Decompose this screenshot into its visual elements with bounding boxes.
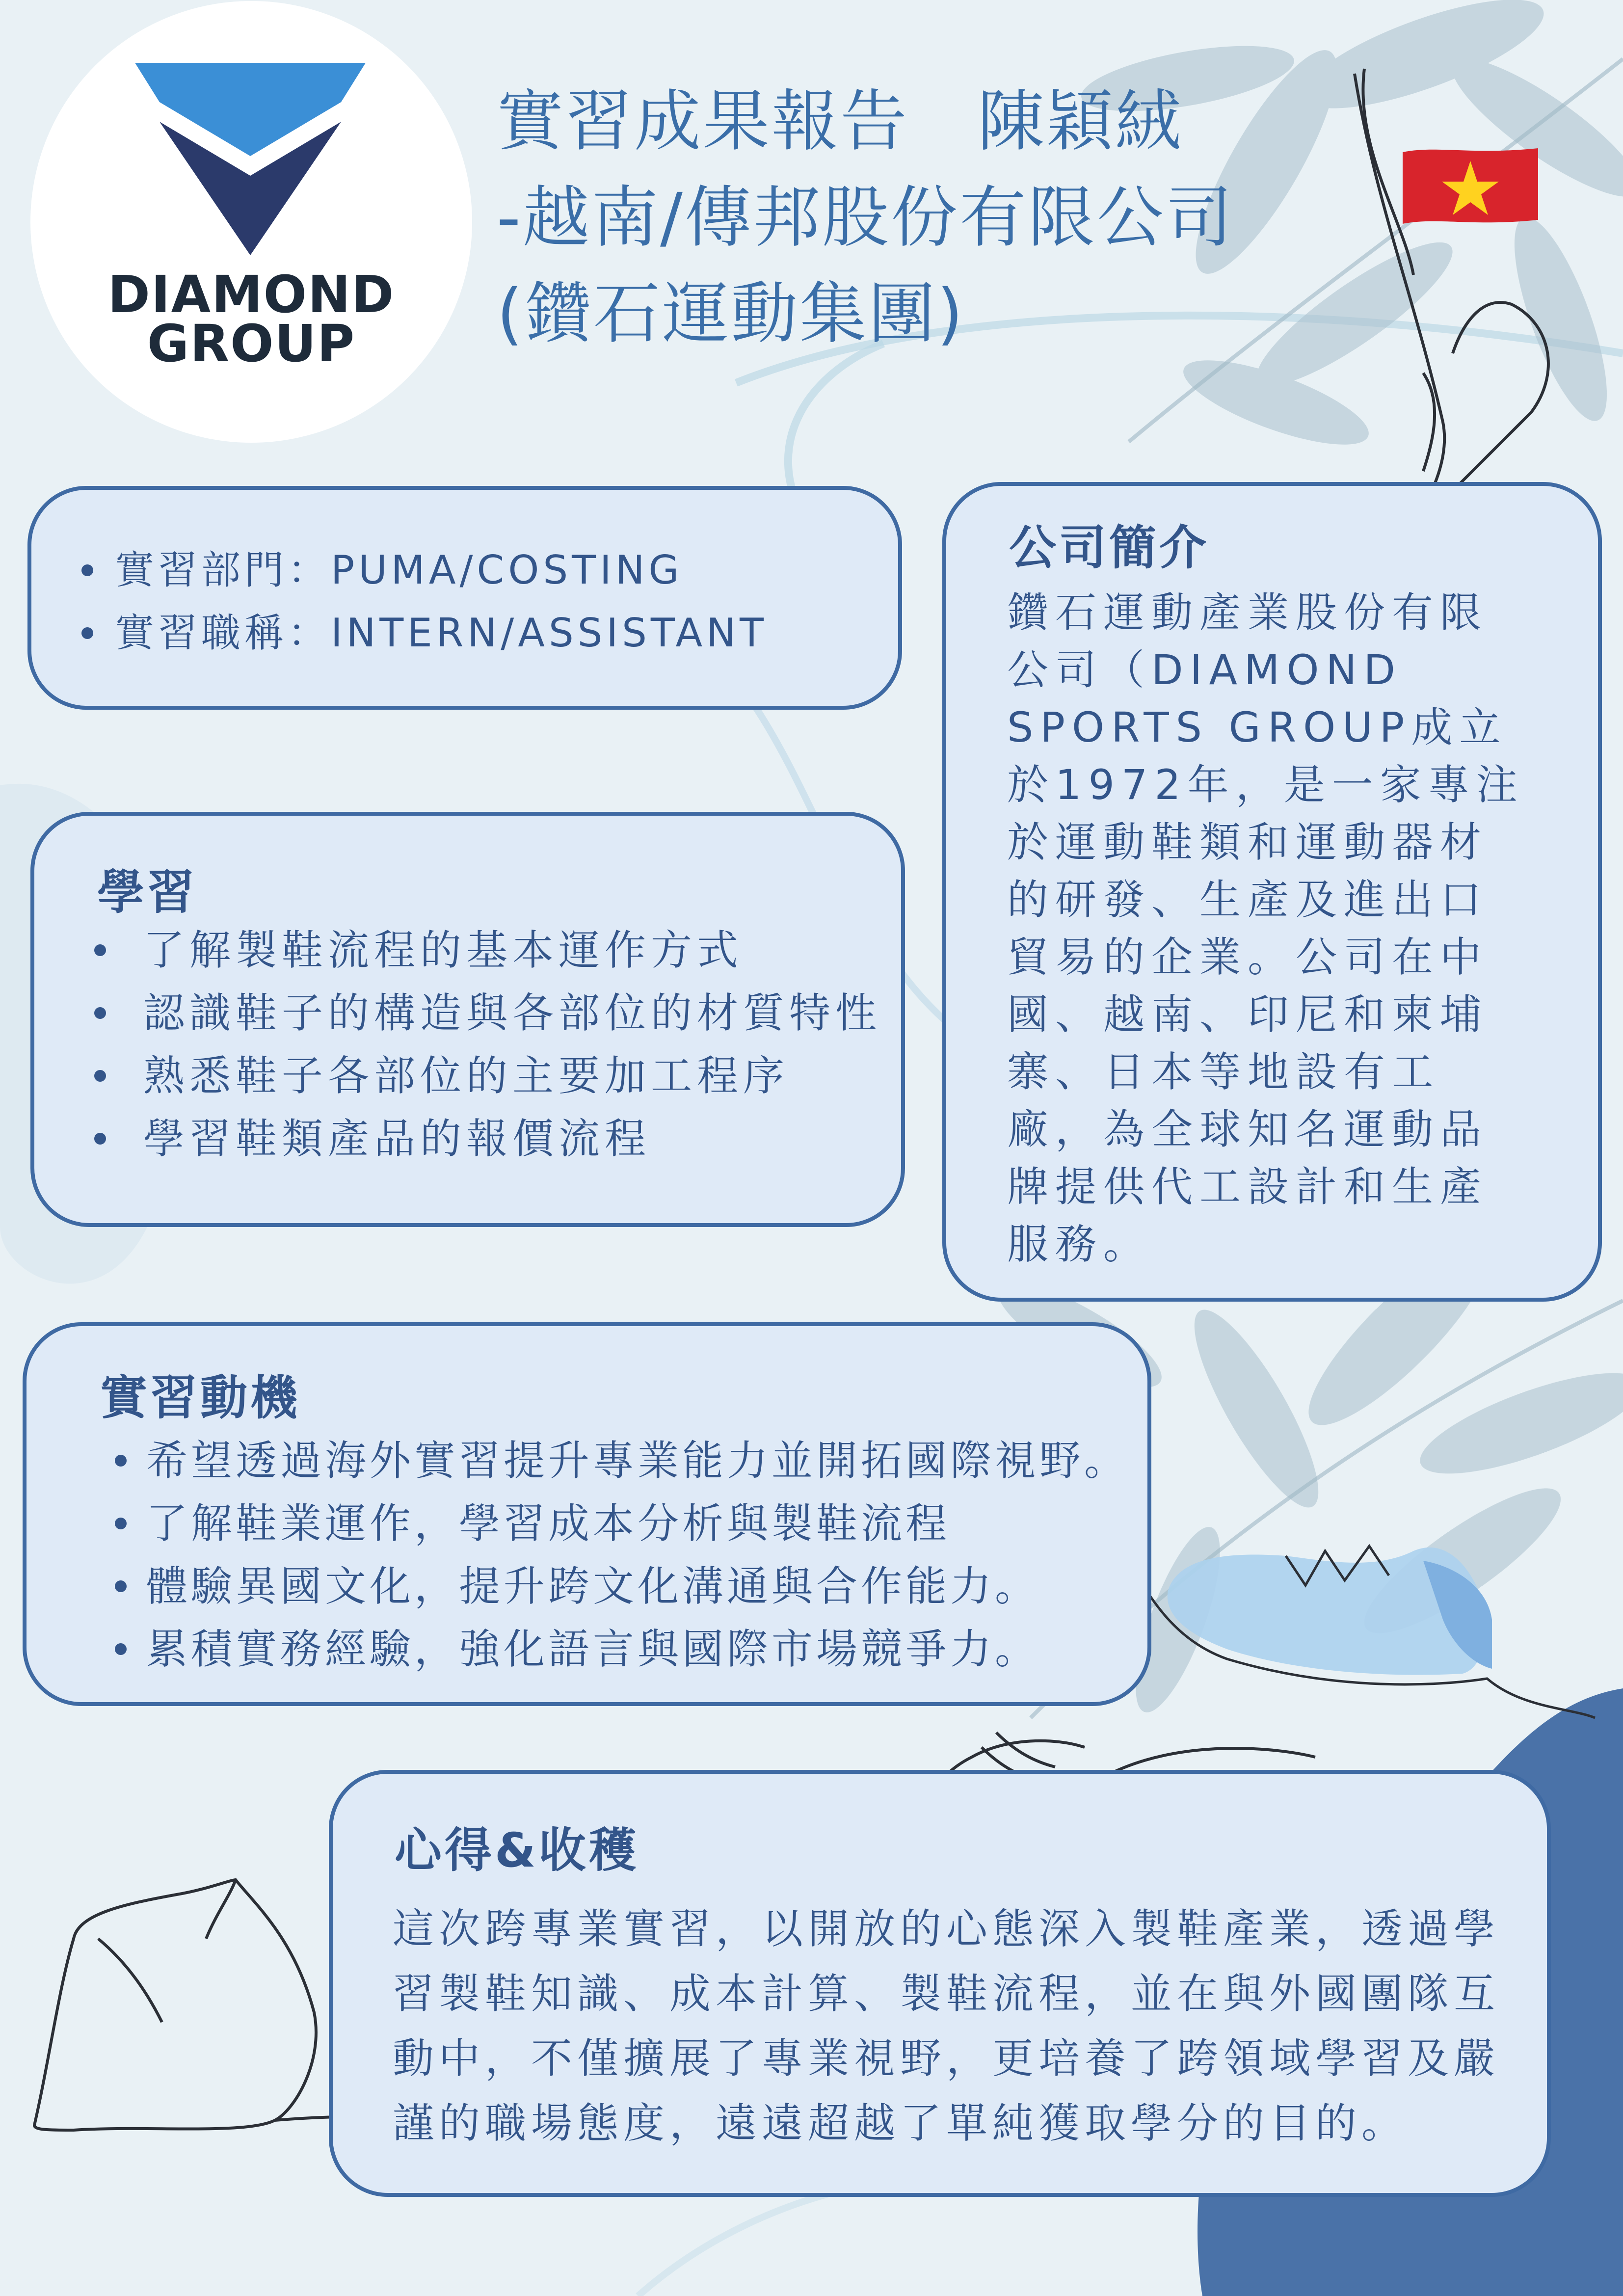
reflection-heading: 心得&收穫 [395,1823,639,1878]
company-line: 鑽石運動產業股份有限 [1007,588,1489,637]
motivation-item: 體驗異國文化，提升跨文化溝通與合作能力。 [146,1555,1129,1618]
company-heading: 公司簡介 [1009,520,1209,575]
motivation-list [146,1429,1129,1681]
reflection-line: 習製鞋知識、成本計算、製鞋流程，並在與外國團隊互 [393,1970,1500,2018]
reflection-text [393,1896,1521,2156]
logo-line2: GROUP [147,314,356,374]
company-line: SPORTS GROUP成立 [1007,703,1508,751]
title-line1: 實習成果報告 陳穎絨 [497,83,1184,160]
page-title [497,74,1380,362]
company-panel [942,482,1602,1302]
reflection-panel [329,1770,1551,2197]
company-description [1007,584,1571,1273]
motivation-item: 希望透過海外實習提升專業能力並開拓國際視野。 [146,1429,1129,1492]
title-line2: -越南/傳邦股份有限公司 [497,179,1234,257]
motivation-panel [23,1322,1151,1706]
title-line3: (鑽石運動集團) [497,275,965,353]
learning-list [143,919,881,1170]
learning-item: 認識鞋子的構造與各部位的材質特性 [143,982,881,1044]
motivation-item: 了解鞋業運作，學習成本分析與製鞋流程 [146,1492,1129,1555]
job-title-item: 實習職稱：INTERN/ASSISTANT [115,602,768,665]
company-line: 寨、日本等地設有工 [1007,1048,1440,1096]
company-line: 公司（DIAMOND [1007,646,1403,694]
logo-wordmark [30,265,472,374]
motivation-item: 累積實務經驗，強化語言與國際市場競爭力。 [146,1618,1129,1681]
company-line: 廠，為全球知名運動品 [1007,1105,1489,1153]
learning-panel [30,812,905,1227]
vietnam-flag-icon [1403,145,1538,227]
learning-item: 熟悉鞋子各部位的主要加工程序 [143,1044,881,1107]
company-line: 國、越南、印尼和柬埔 [1007,990,1489,1039]
company-line: 的研發、生產及進出口 [1007,876,1489,924]
company-line: 貿易的企業。公司在中 [1007,933,1489,981]
learning-item: 了解製鞋流程的基本運作方式 [143,919,881,982]
learning-heading: 學習 [97,865,197,920]
company-line: 服務。 [1007,1220,1152,1268]
department-item: 實習部門：PUMA/COSTING [115,539,768,602]
department-list [115,539,768,665]
reflection-line: 動中，不僅擴展了專業視野，更培養了跨領域學習及嚴 [393,2034,1500,2082]
reflection-line: 謹的職場態度，遠遠超越了單純獲取學分的目的。 [393,2099,1408,2147]
department-panel [27,486,902,710]
motivation-heading: 實習動機 [100,1370,300,1425]
reflection-line: 這次跨專業實習，以開放的心態深入製鞋產業，透過學 [393,1905,1500,1953]
company-line: 於運動鞋類和運動器材 [1007,818,1489,866]
learning-item: 學習鞋類產品的報價流程 [143,1107,881,1170]
company-line: 牌提供代工設計和生產 [1007,1163,1489,1211]
company-line: 於1972年，是一家專注 [1007,761,1524,809]
diamond-logo-icon [135,63,366,255]
logo-line1: DIAMOND [107,265,395,324]
